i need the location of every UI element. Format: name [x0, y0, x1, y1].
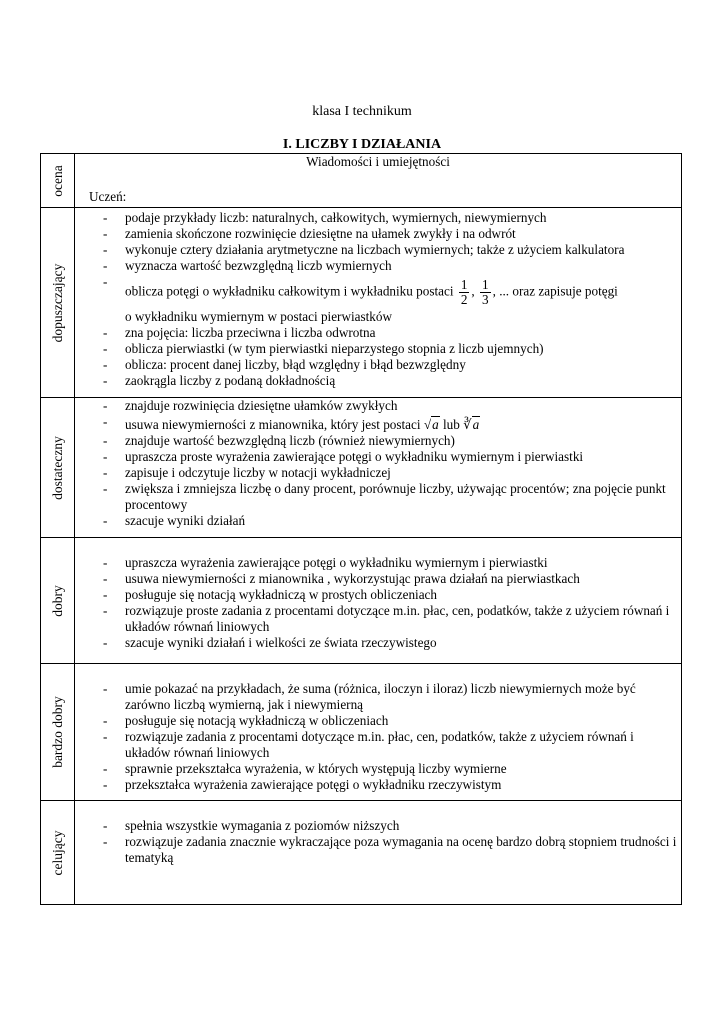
list-item: - spełnia wszystkie wymagania z poziomów niższych: [103, 818, 679, 834]
grade-cell: [41, 801, 75, 905]
list-item: - upraszcza proste wyrażenia zawierające potęgi o wykładniku wymiernym i pierwiastki: [103, 449, 679, 465]
list-item: - wyznacza wartość bezwzględną liczb wymiernych: [103, 258, 679, 274]
cube-root-expression: ∛a: [463, 417, 480, 432]
section-title: I. LICZBY I DZIAŁANIA: [282, 137, 442, 152]
grade-column-header: ocena: [41, 154, 75, 208]
fraction: $\frac{1}{3}$: [482, 277, 489, 307]
table-row: [41, 208, 682, 398]
grade-cell: [41, 538, 75, 664]
table-row: [41, 538, 682, 664]
list-item: - usuwa niewymierności z mianownika, który jest postaci √a lub ∛a: [103, 414, 679, 433]
list-item: - znajduje wartość bezwzględną liczb (również niewymiernych): [103, 433, 679, 449]
grade-label: bardzo dobry: [49, 696, 65, 768]
list-item: - posługuje się notacją wykładniczą w prostych obliczeniach: [103, 587, 679, 603]
list-item: - rozwiązuje zadania z procentami dotyczące m.in. płac, cen, podatków, także z użyciem równań i układów równań liniowych: [103, 729, 679, 761]
list-item: - podaje przykłady liczb: naturalnych, całkowitych, wymiernych, niewymiernych: [103, 210, 679, 226]
list-item: - upraszcza wyrażenia zawierające potęgi o wykładniku wymiernym i pierwiastki: [103, 555, 679, 571]
list-item: - zamienia skończone rozwinięcie dziesiętne na ułamek zwykły i na odwrót: [103, 226, 679, 242]
list-item: - umie pokazać na przykładach, że suma (różnica, iloczyn i iloraz) liczb niewymiernych może być zarówno liczbą wymierną, jak i niewymierną: [103, 681, 679, 713]
grade-cell: [41, 664, 75, 801]
list-item: - znajduje rozwinięcia dziesiętne ułamków zwykłych: [103, 398, 679, 414]
list-item: - szacuje wyniki działań: [103, 513, 679, 529]
student-label: Uczeń:: [89, 189, 127, 204]
grade-label: dobry: [49, 584, 65, 617]
list-item: - rozwiązuje zadania znacznie wykraczające poza wymagania na ocenę bardzo dobrą stopniem trudności i tematyką: [103, 834, 679, 866]
grade-cell: [41, 398, 75, 538]
list-item: - zapisuje i odczytuje liczby w notacji wykładniczej: [103, 465, 679, 481]
list-item: - szacuje wyniki działań i wielkości ze świata rzeczywistego: [103, 635, 679, 651]
requirements-cell: [75, 538, 682, 664]
grade-label: dostateczny: [49, 435, 65, 500]
list-item: - sprawnie przekształca wyrażenia, w których występują liczby wymierne: [103, 761, 679, 777]
list-item: - oblicza potęgi o wykładniku całkowitym i wykładniku postaci $\frac{1}{2}$ , $\frac{1}{3}$ , ... oraz zapisuje potęgi: [103, 274, 679, 309]
requirements-table: [40, 153, 682, 905]
table-row: [41, 398, 682, 538]
list-item: - posługuje się notacją wykładniczą w obliczeniach: [103, 713, 679, 729]
content-column-header: [75, 154, 682, 208]
list-item: - przekształca wyrażenia zawierające potęgi o wykładniku rzeczywistym: [103, 777, 679, 793]
list-item: - oblicza: procent danej liczby, błąd względny i błąd bezwzględny: [103, 357, 679, 373]
requirements-cell: [75, 398, 682, 538]
list-item: - usuwa niewymierności z mianownika , wykorzystując prawa działań na pierwiastkach: [103, 571, 679, 587]
class-subtitle: klasa I technikum: [312, 104, 412, 119]
requirements-cell: [75, 208, 682, 398]
table-row: [41, 801, 682, 905]
requirements-cell: [75, 664, 682, 801]
table-header-row: [41, 154, 682, 208]
list-item: - zna pojęcia: liczba przeciwna i liczba odwrotna: [103, 325, 679, 341]
list-item: - rozwiązuje proste zadania z procentami dotyczące m.in. płac, cen, podatków, także z użyciem równań i układów równań liniowych: [103, 603, 679, 635]
requirements-cell: [75, 801, 682, 905]
square-root-expression: √a: [423, 417, 439, 432]
table-row: [41, 664, 682, 801]
grade-label: celujący: [49, 830, 65, 875]
list-item: - zaokrągla liczby z podaną dokładnością: [103, 373, 679, 389]
list-item: - wykonuje cztery działania arytmetyczne na liczbach wymiernych; także z użyciem kalkulatora: [103, 242, 679, 258]
content-header-title: Wiadomości i umiejętności: [306, 154, 450, 169]
list-item: - zwiększa i zmniejsza liczbę o dany procent, porównuje liczby, używając procentów; zna pojęcie punkt procentowy: [103, 481, 679, 513]
grade-cell: [41, 208, 75, 398]
fraction: $\frac{1}{2}$: [460, 277, 468, 307]
grade-label: dopuszczający: [49, 263, 65, 342]
list-item-continuation: o wykładniku wymiernym w postaci pierwiastków: [125, 309, 393, 324]
list-item: - oblicza pierwiastki (w tym pierwiastki nieparzystego stopnia z liczb ujemnych): [103, 341, 679, 357]
